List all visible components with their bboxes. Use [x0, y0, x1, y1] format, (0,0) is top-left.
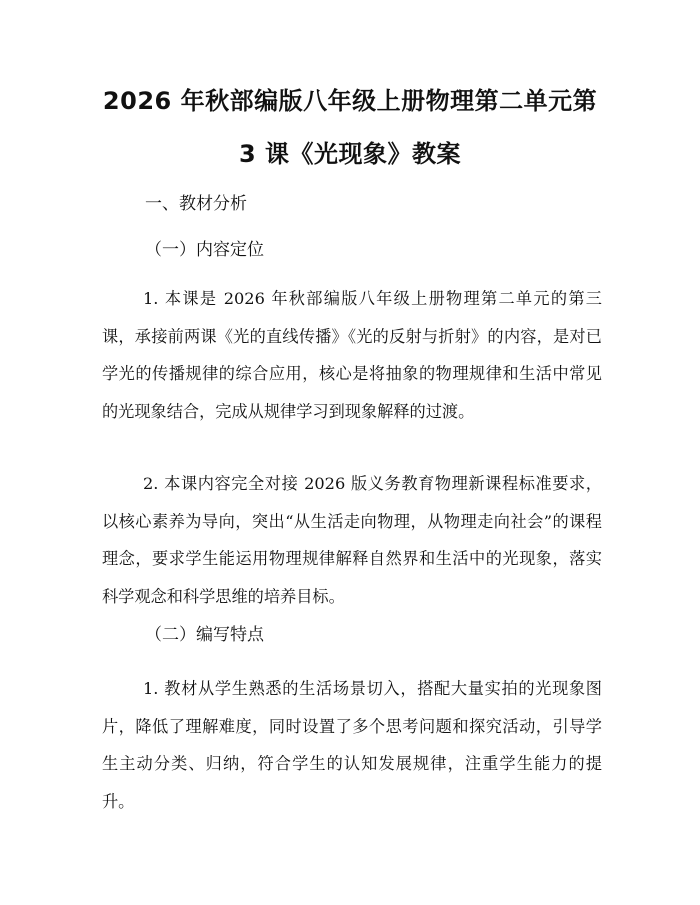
paragraph-content-positioning-1: 1. 本课是 2026 年秋部编版八年级上册物理第二单元的第三课，承接前两课《光的直线传播》《光的反射与折射》的内容，是对已学光的传播规律的综合应用，核心是将抽象的物理规律和生活中常见的光现象结合，完成从规律学习到现象解释的过渡。 — [102, 289, 602, 421]
document-title-line-1: 2026 年秋部编版八年级上册物理第二单元第 — [102, 87, 598, 115]
subsection-heading-content-positioning: （一）内容定位 — [145, 240, 264, 260]
subsection-heading-writing-features: （二）编写特点 — [145, 625, 264, 645]
document-title-line-2: 3 课《光现象》教案 — [238, 140, 462, 168]
section-heading-textbook-analysis: 一、教材分析 — [145, 194, 247, 214]
paragraph-writing-features-1: 1. 教材从学生熟悉的生活场景切入，搭配大量实拍的光现象图片，降低了理解难度，同时设置了多个思考问题和探究活动，引导学生主动分类、归纳，符合学生的认知发展规律，注重学生能力的提升。 — [102, 679, 602, 811]
paragraph-content-positioning-2: 2. 本课内容完全对接 2026 版义务教育物理新课程标准要求，以核心素养为导向，突出“从生活走向物理，从物理走向社会”的课程理念，要求学生能运用物理规律解释自然界和生活中的光现象，落实科学观念和科学思维的培养目标。 — [102, 474, 602, 606]
